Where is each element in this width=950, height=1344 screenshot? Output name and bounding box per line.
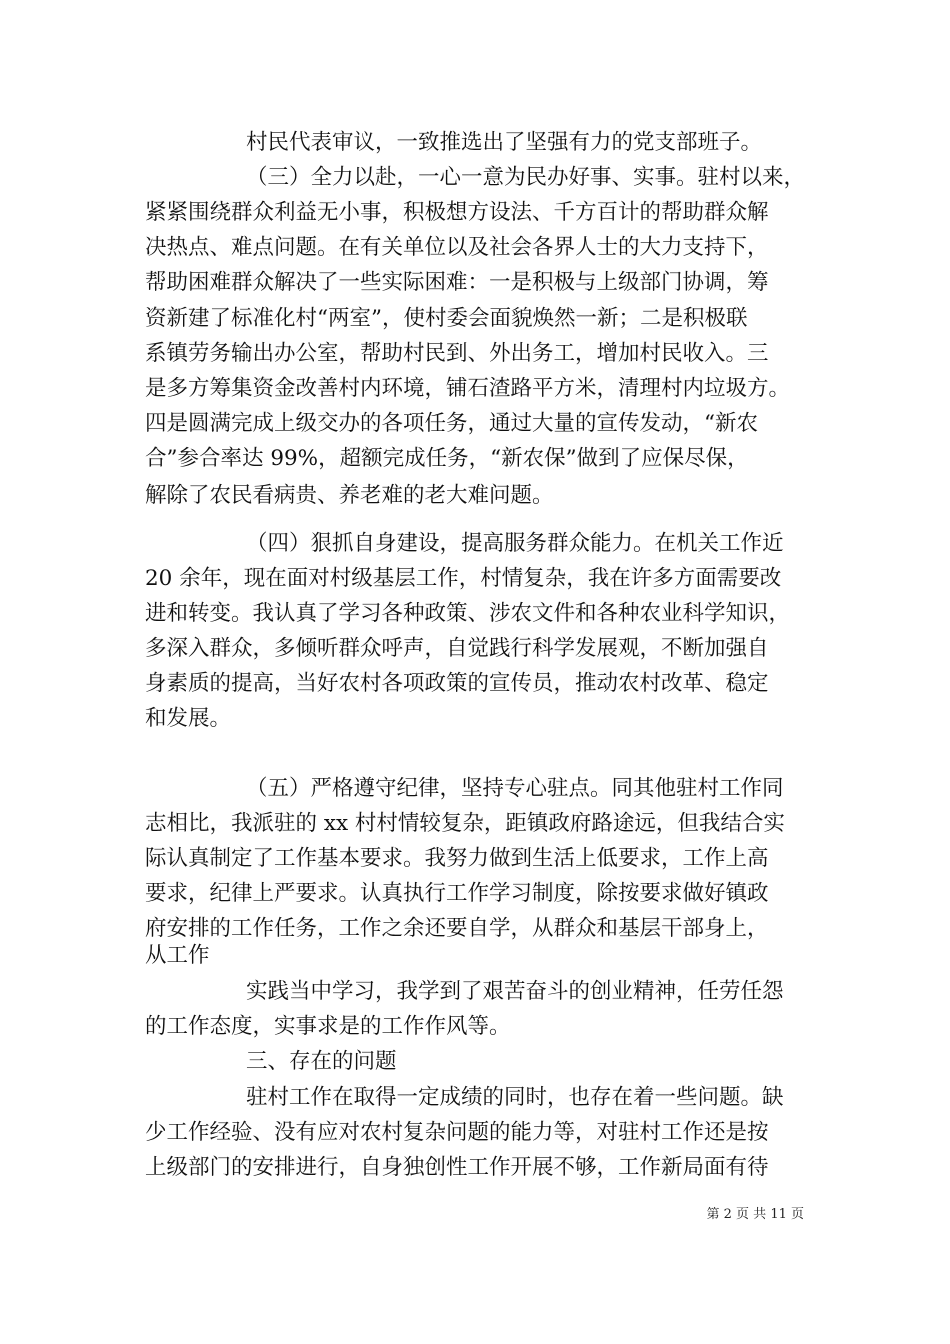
- paragraph-line: 合”参合率达 99%，超额完成任务，“新农保”做到了应保尽保，: [145, 446, 749, 471]
- paragraph-line: 进和转变。我认真了学习各种政策、涉农文件和各种农业科学知识，: [145, 601, 791, 626]
- paragraph-line: 驻村工作在取得一定成绩的同时，也存在着一些问题。缺: [246, 1085, 784, 1110]
- paragraph-line: 20 余年，现在面对村级基层工作，村情复杂，我在许多方面需要改: [145, 566, 782, 591]
- paragraph-line: （四）狠抓自身建设，提高服务群众能力。在机关工作近: [246, 531, 784, 556]
- paragraph-line: 多深入群众，多倾听群众呼声，自觉践行科学发展观，不断加强自: [145, 636, 769, 661]
- paragraph-line: 村民代表审议，一致推选出了坚强有力的党支部班子。: [246, 130, 763, 155]
- paragraph-line: 帮助困难群众解决了一些实际困难：一是积极与上级部门协调，筹: [145, 270, 769, 295]
- paragraph-line: 身素质的提高，当好农村各项政策的宣传员，推动农村改革、稳定: [145, 671, 769, 696]
- paragraph-line: 际认真制定了工作基本要求。我努力做到生活上低要求，工作上高: [145, 846, 769, 871]
- paragraph-line: 要求，纪律上严要求。认真执行工作学习制度，除按要求做好镇政: [145, 881, 769, 906]
- paragraph-line: 资新建了标准化村“两室”，使村委会面貌焕然一新；二是积极联: [145, 306, 748, 331]
- paragraph-line: 少工作经验、没有应对农村复杂问题的能力等，对驻村工作还是按: [145, 1120, 769, 1145]
- paragraph-line: 决热点、难点问题。在有关单位以及社会各界人士的大力支持下，: [145, 235, 769, 260]
- section-heading: 三、存在的问题: [246, 1049, 397, 1074]
- paragraph-line: 的工作态度，实事求是的工作作风等。: [145, 1014, 511, 1039]
- paragraph-line: （三）全力以赴，一心一意为民办好事、实事。驻村以来，: [246, 165, 806, 190]
- paragraph-line: 志相比，我派驻的 xx 村村情较复杂，距镇政府路途远，但我结合实: [145, 811, 785, 836]
- paragraph-line: 紧紧围绕群众利益无小事，积极想方设法、千方百计的帮助群众解: [145, 200, 769, 225]
- paragraph-line: 实践当中学习，我学到了艰苦奋斗的创业精神，任劳任怨: [246, 979, 784, 1004]
- paragraph-line: 解除了农民看病贵、养老难的老大难问题。: [145, 483, 554, 508]
- paragraph-line: 从工作: [145, 943, 210, 968]
- paragraph-line: 四是圆满完成上级交办的各项任务，通过大量的宣传发动，“新农: [145, 411, 758, 436]
- paragraph-line: 上级部门的安排进行，自身独创性工作开展不够，工作新局面有待: [145, 1155, 769, 1180]
- paragraph-line: 府安排的工作任务，工作之余还要自学，从群众和基层干部身上，: [145, 916, 769, 941]
- paragraph-line: 系镇劳务输出办公室，帮助村民到、外出务工，增加村民收入。三: [145, 341, 769, 366]
- page-number: 第 2 页 共 11 页: [706, 1207, 804, 1222]
- paragraph-line: （五）严格遵守纪律，坚持专心驻点。同其他驻村工作同: [246, 776, 784, 801]
- paragraph-line: 是多方筹集资金改善村内环境，铺石渣路平方米，清理村内垃圾方。: [145, 376, 791, 401]
- paragraph-line: 和发展。: [145, 706, 232, 731]
